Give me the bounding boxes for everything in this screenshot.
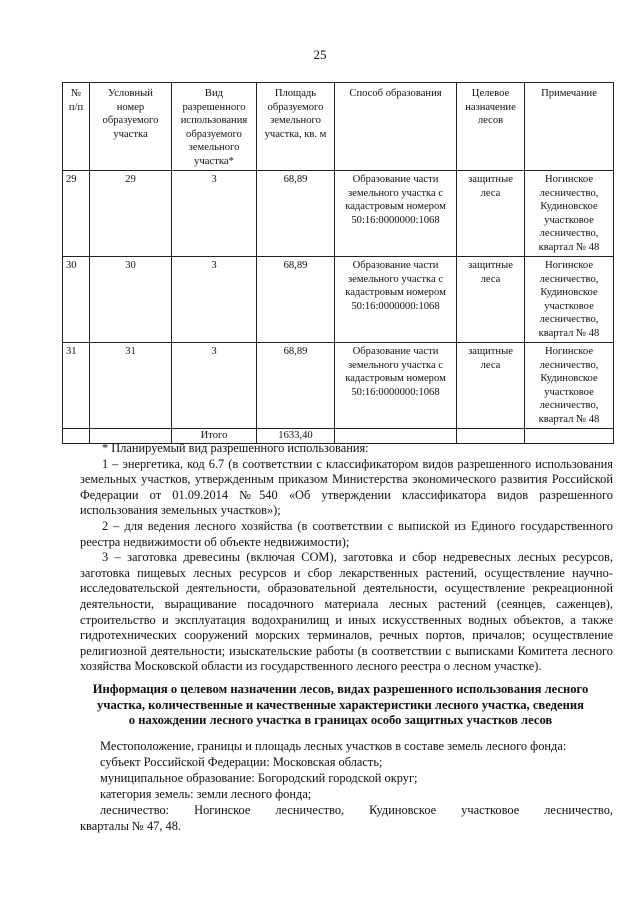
cell-area: 68,89 xyxy=(257,343,335,429)
forestry-word: Кудиновское xyxy=(369,802,437,817)
cell-note: Ногинское лесничество, Кудиновское участковое лесничество, квартал № 48 xyxy=(525,171,614,257)
forestry-word: лесничество, xyxy=(275,802,345,817)
table-header-row xyxy=(63,83,614,171)
forestry-line xyxy=(80,803,613,819)
footnote-item-2: 2 – для ведения лесного хозяйства (в соответствии с выпиской из Единого государственного реестра недвижимости об объекте недвижимости); xyxy=(80,518,613,549)
forestry-word: Ногинское xyxy=(194,802,251,817)
page-number: 25 xyxy=(313,47,327,62)
cell-permitted-use: 3 xyxy=(172,257,257,343)
cell-area: 68,89 xyxy=(257,257,335,343)
cell-number: 29 xyxy=(63,171,90,257)
header-number: № п/п xyxy=(63,83,90,171)
header-area: Площадь образуемого земельного участка, кв. м xyxy=(257,83,335,171)
cell-number: 30 xyxy=(63,257,90,343)
total-label: Итого xyxy=(172,429,257,444)
header-formation-method: Способ образования xyxy=(335,83,457,171)
header-note: Примечание xyxy=(525,83,614,171)
footnotes xyxy=(80,441,613,675)
table-row xyxy=(63,257,614,343)
table-row xyxy=(63,171,614,257)
cell-forest-purpose: защитные леса xyxy=(457,171,525,257)
cell-forest-purpose: защитные леса xyxy=(457,343,525,429)
footnote-item-1: 1 – энергетика, код 6.7 (в соответствии с классификатором видов разрешенного использования земельных участков, утвержденным приказом Министерства экономического развития Российской Федерации от 01.09.2014 №540 «Об утверждении классификатора видов разрешенного использования земельных участков»); xyxy=(80,456,613,518)
cell-formation-method: Образование части земельного участка с кадастровым номером 50:16:0000000:1068 xyxy=(335,343,457,429)
cell-forest-purpose: защитные леса xyxy=(457,257,525,343)
total-value: 1633,40 xyxy=(257,429,335,444)
cell-permitted-use: 3 xyxy=(172,171,257,257)
footnote-item-3: 3 – заготовка древесины (включая СОМ), заготовка и сбор недревесных лесных ресурсов, заготовка пищевых лесных ресурсов и сбор лекарственных растений, осуществление научно-исследовательской деятельности, образовательной деятельности, осуществление рекреационной деятельности, выращивание посадочного материала лесных растений (сеянцев, саженцев), строительство и эксплуатация водохранилищ и иных искусственных водных объектов, а также гидротехнических сооружений морских терминалов, речных портов, причалов; осуществление религиозной деятельности; изыскательские работы (в соответствии с выписками Комитета лесного хозяйства Московской области из государственного лесного реестра о лесном участке). xyxy=(80,550,613,674)
info-body xyxy=(80,739,613,834)
forestry-word: лесничество: xyxy=(100,802,170,817)
info-heading-line: о нахождении лесного участка в границах особо защитных участков лесов xyxy=(128,713,553,728)
info-heading-line: Информация о целевом назначении лесов, видах разрешенного использования лесного xyxy=(92,682,589,696)
location-line: Местоположение, границы и площадь лесных участков в составе земель лесного фонда: xyxy=(100,739,567,753)
footnote-intro: * Планируемый вид разрешенного использования: xyxy=(102,441,369,455)
cell-conditional-number: 30 xyxy=(90,257,172,343)
header-permitted-use: Вид разрешенного использования образуемого земельного участка* xyxy=(172,83,257,171)
forestry-word: лесничество, xyxy=(544,802,613,817)
info-heading xyxy=(68,682,613,729)
quarters-line: кварталы № 47, 48. xyxy=(80,818,182,833)
municipality-line: муниципальное образование: Богородский городской округ; xyxy=(100,770,418,785)
info-heading-line: участка, количественные и качественные характеристики лесного участка, сведения xyxy=(97,697,584,712)
cell-area: 68,89 xyxy=(257,171,335,257)
header-forest-purpose: Целевое назначение лесов xyxy=(457,83,525,171)
cell-conditional-number: 29 xyxy=(90,171,172,257)
cell-formation-method: Образование части земельного участка с кадастровым номером 50:16:0000000:1068 xyxy=(335,171,457,257)
table-row xyxy=(63,343,614,429)
subject-line: субъект Российской Федерации: Московская область; xyxy=(100,754,383,769)
category-line: категория земель: земли лесного фонда; xyxy=(100,786,312,801)
land-plots-table xyxy=(62,82,614,444)
forestry-word: участковое xyxy=(461,802,520,817)
cell-note: Ногинское лесничество, Кудиновское участковое лесничество, квартал № 48 xyxy=(525,343,614,429)
cell-formation-method: Образование части земельного участка с кадастровым номером 50:16:0000000:1068 xyxy=(335,257,457,343)
cell-note: Ногинское лесничество, Кудиновское участковое лесничество, квартал № 48 xyxy=(525,257,614,343)
cell-conditional-number: 31 xyxy=(90,343,172,429)
cell-number: 31 xyxy=(63,343,90,429)
header-conditional-number: Условный номер образуемого участка xyxy=(90,83,172,171)
cell-permitted-use: 3 xyxy=(172,343,257,429)
